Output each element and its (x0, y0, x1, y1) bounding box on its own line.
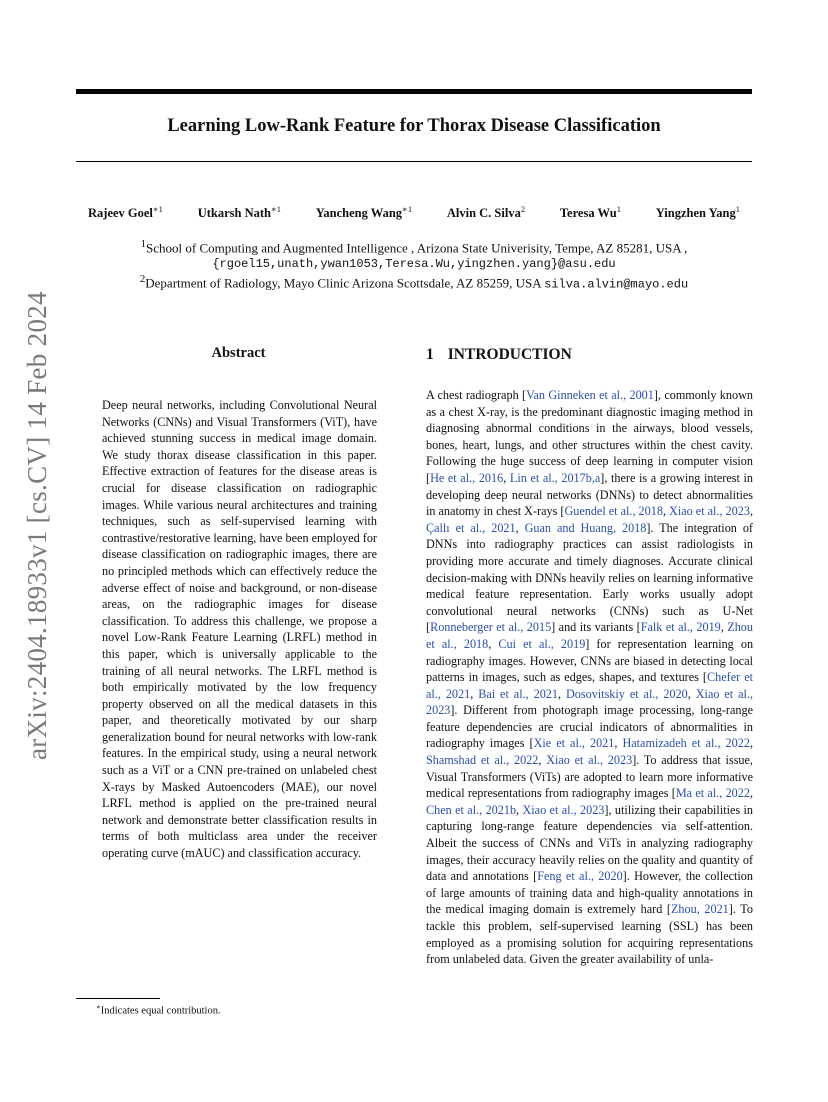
author (198, 204, 281, 221)
abstract-body: Deep neural networks, including Convolutional Neural Networks (CNNs) and Visual Transformers (ViT), have achieved stunning success in medical image domain. We study thorax disease classification in this paper. Effective extraction of features for the disease areas is crucial for disease classification on radiographic images. While various neural architectures and training techniques, such as self-supervised learning with contrastive/restorative learning, have been employed for disease classification on radiographic images, there are no principled methods which can effectively reduce the adverse effect of noise and background, or non-disease areas, on the radiographic images for disease classification. To address this challenge, we propose a novel Low-Rank Feature Learning (LRFL) method in this paper, which is universally applicable to the training of all neural networks. The LRFL method is both empirically motivated by the low frequency property observed on all the medical datasets in this paper, and theoretically motivated by our sharp generalization bound for neural networks with low-rank features. In the empirical study, using a neural network such as a ViT or a CNN pre-trained on unlabeled chest X-rays by Masked Autoencoders (MAE), our novel LRFL method is applied on the pre-trained neural network and demonstrate better classification results in terms of both multiclass area under the receiver operating curve (mAUC) and classification accuracy. (102, 398, 377, 861)
citation-link[interactable]: Zhou et al., 2018 (426, 620, 753, 651)
section-number: 1 (426, 346, 434, 363)
author-name: Utkarsh Nath (197, 206, 271, 221)
intro-text: ] and its variants [ (551, 620, 641, 635)
author-list (76, 204, 752, 221)
author-affiliation-marker: ∗1 (402, 204, 413, 214)
citation-link[interactable]: Van Ginneken et al., 2001 (526, 388, 654, 402)
affiliation-2-email: silva.alvin@mayo.edu (544, 277, 689, 292)
author (88, 204, 163, 221)
citation-link[interactable]: Xiao et al., 2023 (546, 753, 633, 768)
affiliation-2-text: Department of Radiology, Mayo Clinic Arizona Scottsdale, AZ 85259, USA (145, 275, 541, 291)
intro-text: , (687, 686, 696, 701)
intro-text: , (538, 753, 547, 768)
citation-link[interactable]: Guan and Huang, 2018 (524, 520, 647, 535)
intro-text: , (515, 520, 525, 535)
intro-text: ]. The integration of DNNs into radiography practices can assist radiologists in providing more accurate and timely diagnoses. Accurate clinical decision-making with DNNs heavily relies on learning informative medical feature representation. Early works usually adopt convolutional neural networks (CNNs) such as U-Net [ (426, 520, 753, 635)
author-name: Yancheng Wang (315, 206, 403, 221)
author (447, 204, 525, 221)
footnote (96, 1003, 221, 1017)
citation-link[interactable]: Guendel et al., 2018 (564, 504, 663, 519)
footnote-marker: ∗ (96, 1003, 101, 1011)
author-affiliation-marker: ∗1 (152, 204, 163, 214)
affiliation-1-marker: 1 (140, 238, 146, 250)
intro-text: , (488, 636, 499, 651)
affiliation-2-marker: 2 (139, 273, 146, 285)
section-title: INTRODUCTION (447, 346, 572, 363)
intro-text: A chest radiograph [ (426, 388, 527, 402)
intro-text: ] for representation learning on radiography images. However, CNNs are biased in detecting local patterns in images, such as edges, shapes, and textures [ (426, 636, 754, 685)
intro-text: , (557, 686, 566, 701)
affiliation-2 (60, 273, 768, 291)
citation-link[interactable]: Cui et al., 2019 (498, 636, 586, 651)
intro-text: ], utilizing their capabilities in capturing long-range feature dependencies via self-attention. Albeit the success of CNNs and ViTs in analyzing radiography images, their accuracy heavily relies on the quality and quantity of data and annotations [ (426, 802, 753, 884)
citation-link[interactable]: Ma et al., 2022 (675, 786, 750, 801)
citation-link[interactable]: Chefer et al., 2021 (426, 670, 753, 701)
citation-link[interactable]: Hatamizadeh et al., 2022 (622, 736, 750, 751)
intro-text: , (720, 620, 728, 635)
author-affiliation-marker: ∗1 (270, 204, 282, 214)
citation-link[interactable]: Zhou, 2021 (670, 902, 729, 917)
citation-link[interactable]: Lin et al., 2017b,a (509, 470, 601, 485)
citation-link[interactable]: Ronneberger et al., 2015 (430, 620, 552, 635)
intro-text: , (470, 686, 479, 701)
affiliation-1-text: School of Computing and Augmented Intelligence , Arizona State Univerisity, Tempe, AZ 85281, USA , (146, 240, 688, 256)
intro-text: , (749, 786, 753, 801)
intro-text: , (662, 504, 670, 519)
author-name: Teresa Wu (559, 206, 617, 221)
intro-text: ]. To tackle this problem, self-supervised learning (SSL) has been employed as a promising solution for acquiring representations from unlabeled data. Given the greater availability of unla- (426, 902, 753, 967)
author-name: Rajeev Goel (88, 206, 153, 221)
author (656, 204, 740, 221)
footnote-rule (76, 998, 160, 999)
citation-link[interactable]: Feng et al., 2020 (537, 869, 623, 884)
citation-link[interactable]: Xiao et al., 2023 (426, 686, 753, 718)
title-top-rule (76, 89, 752, 94)
citation-link[interactable]: Xiao et al., 2023 (522, 802, 605, 817)
author (560, 204, 621, 221)
intro-text: ]. Different from photograph image processing, long-range feature dependencies are crucial indicators of abnormalities in radiography images [ (426, 703, 753, 751)
citation-link[interactable]: Chen et al., 2021b (426, 802, 517, 817)
citation-link[interactable]: Bai et al., 2021 (478, 686, 558, 701)
author-affiliation-marker: 1 (735, 204, 740, 214)
citation-link[interactable]: Falk et al., 2019 (640, 620, 721, 635)
affiliation-1-emails: {rgoel15,unath,ywan1053,Teresa.Wu,yingzhen.yang}@asu.edu (212, 257, 616, 271)
author-name: Yingzhen Yang (655, 206, 736, 221)
paper-title: Learning Low-Rank Feature for Thorax Disease Classification (167, 116, 661, 136)
section-heading (426, 346, 586, 364)
citation-link[interactable]: Dosovitskiy et al., 2020 (565, 686, 688, 701)
citation-link[interactable]: Çallı et al., 2021 (426, 520, 516, 535)
intro-text: , (503, 470, 510, 485)
abstract-heading: Abstract (211, 345, 266, 361)
intro-text: , (516, 802, 523, 817)
title-bottom-rule (76, 161, 752, 162)
citation-link[interactable]: Xiao et al., 2023 (669, 504, 750, 519)
arxiv-side-label: arXiv:2404.18933v1 [cs.CV] 14 Feb 2024 (22, 291, 52, 760)
intro-text: , (749, 504, 753, 519)
author-affiliation-marker: 1 (616, 204, 621, 214)
intro-text: , (749, 736, 753, 751)
introduction-body (426, 387, 753, 968)
citation-link[interactable]: Shamshad et al., 2022 (426, 753, 539, 768)
intro-text: ], there is a growing interest in developing deep neural networks (DNNs) to detect abnormalities in anatomy in chest X-rays [ (426, 470, 753, 519)
intro-text: , (614, 736, 623, 751)
affiliation-1 (60, 238, 768, 256)
author-affiliation-marker: 2 (520, 204, 526, 214)
intro-text: ]. However, the collection of large amounts of training data and high-quality annotations in the medical imaging domain is extremely hard [ (426, 869, 753, 917)
intro-text: ]. To address that issue, Visual Transformers (ViTs) are adopted to learn more informative medical representations from radiography images [ (426, 753, 753, 801)
intro-text: ], commonly known as a chest X-ray, is the predominant diagnostic imaging method in diagnosing abnormal conditions in the airways, blood vessels, bones, heart, lungs, and other structures within the chest cavity. Following the huge success of deep learning in computer vision [ (426, 388, 753, 485)
author (316, 204, 412, 221)
footnote-text: Indicates equal contribution. (100, 1005, 221, 1017)
citation-link[interactable]: Xie et al., 2021 (533, 736, 615, 751)
citation-link[interactable]: He et al., 2016 (430, 470, 504, 485)
author-name: Alvin C. Silva (446, 206, 521, 221)
